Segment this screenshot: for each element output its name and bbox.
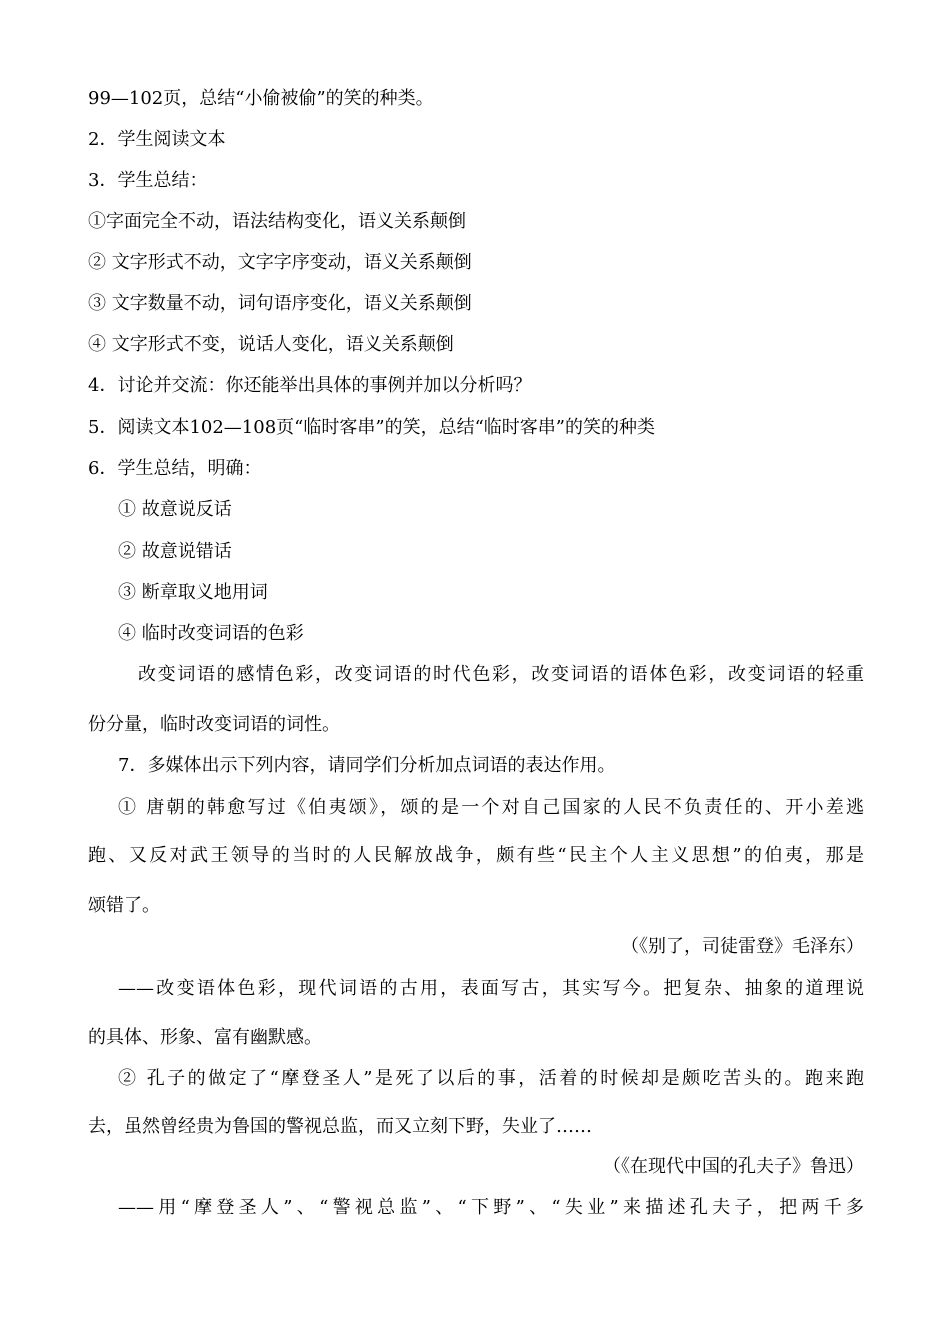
quote-source: （《在现代中国的孔夫子》鲁迅） [603,1156,864,1177]
analysis-line: ——用“摩登圣人”、“警视总监”、“下野”、“失业”来描述孔夫子，把两千多 [118,1197,864,1218]
quote-line: ② 孔子的做定了“摩登圣人”是死了以后的事，活着的时候却是颇吃苦头的。跑来跑 [118,1068,864,1089]
analysis-line: ——改变语体色彩，现代词语的古用，表面写古，其实写今。把复杂、抽象的道理说 [118,978,864,999]
list-item: ② 故意说错话 [118,541,232,562]
quote-line: 去，虽然曾经贵为鲁国的警视总监，而又立刻下野，失业了…… [88,1116,592,1137]
list-item: ① 故意说反话 [118,499,232,520]
list-item: ③ 文字数量不动，词句语序变化，语义关系颠倒 [88,293,472,314]
quote-line: 颂错了。 [88,895,160,916]
text-line: 99—102页，总结“小偷被偷”的笑的种类。 [88,88,434,109]
quote-line: ① 唐朝的韩愈写过《伯夷颂》，颂的是一个对自己国家的人民不负责任的、开小差逃 [118,797,864,818]
list-item: 6．学生总结，明确： [88,458,262,479]
list-item: 5．阅读文本102—108页“临时客串”的笑，总结“临时客串”的笑的种类 [88,417,655,438]
list-item: ④ 临时改变词语的色彩 [118,623,304,644]
list-item: ①字面完全不动，语法结构变化，语义关系颠倒 [88,211,466,232]
list-item: 7．多媒体出示下列内容，请同学们分析加点词语的表达作用。 [118,755,616,776]
list-item: 2．学生阅读文本 [88,129,226,150]
list-item: 3．学生总结： [88,170,208,191]
quote-line: 跑、又反对武王领导的当时的人民解放战争，颇有些“民主个人主义思想”的伯夷，那是 [88,845,864,866]
paragraph-line: 改变词语的感情色彩，改变词语的时代色彩，改变词语的语体色彩，改变词语的轻重 [138,664,864,685]
quote-source: （《别了，司徒雷登》毛泽东） [621,936,864,957]
list-item: 4．讨论并交流：你还能举出具体的事例并加以分析吗？ [88,375,532,396]
list-item: ③ 断章取义地用词 [118,582,268,603]
list-item: ④ 文字形式不变，说话人变化，语义关系颠倒 [88,334,454,355]
analysis-line: 的具体、形象、富有幽默感。 [88,1027,322,1048]
paragraph-line: 份分量，临时改变词语的词性。 [88,714,340,735]
list-item: ② 文字形式不动，文字字序变动，语义关系颠倒 [88,252,472,273]
